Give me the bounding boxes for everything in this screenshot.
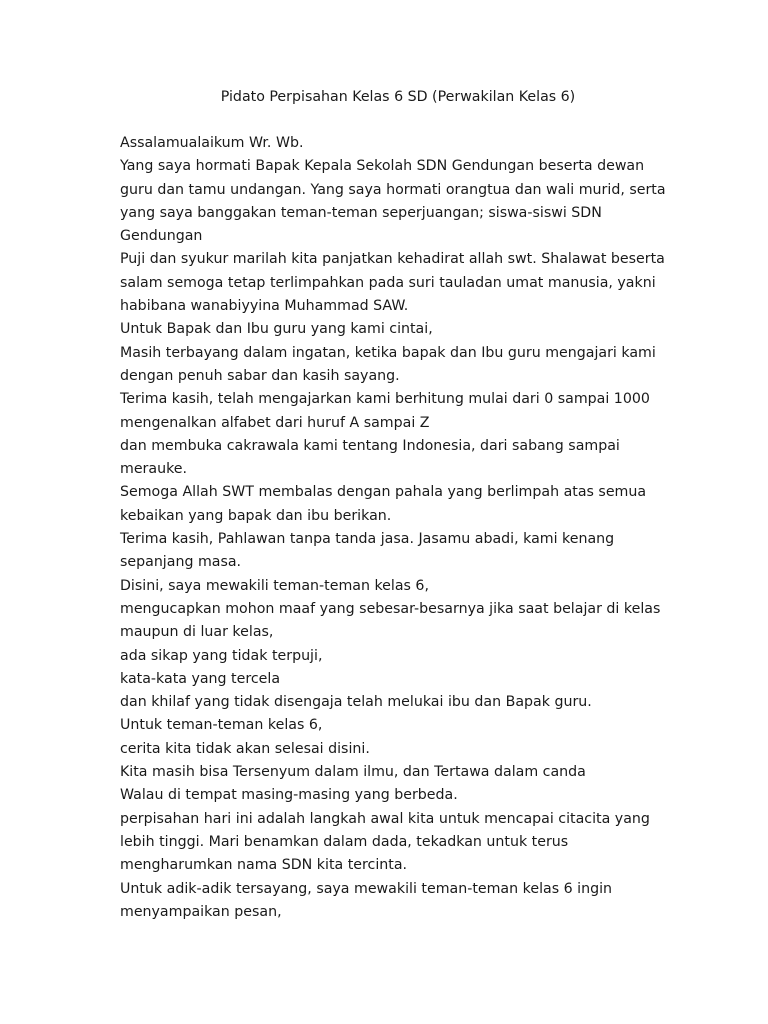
body-line: maupun di luar kelas, — [120, 624, 274, 641]
body-line: kebaikan yang bapak dan ibu berikan. — [120, 507, 392, 524]
document-title: Pidato Perpisahan Kelas 6 SD (Perwakilan Kelas 6) — [220, 89, 576, 105]
body-line: merauke. — [120, 461, 188, 478]
body-line: menyampaikan pesan, — [120, 903, 282, 920]
body-line: dengan penuh sabar dan kasih sayang. — [120, 367, 400, 384]
body-line: yang saya banggakan teman-teman seperjuangan; siswa-siswi SDN — [120, 204, 602, 221]
body-line: Walau di tempat masing-masing yang berbeda. — [120, 787, 458, 804]
body-line: dan membuka cakrawala kami tentang Indonesia, dari sabang sampai — [120, 437, 620, 454]
body-line: Untuk Bapak dan Ibu guru yang kami cintai, — [120, 321, 433, 338]
body-line: salam semoga tetap terlimpahkan pada suri tauladan umat manusia, yakni — [120, 274, 656, 291]
body-line: guru dan tamu undangan. Yang saya hormati orangtua dan wali murid, serta — [120, 181, 666, 198]
body-line: Untuk teman-teman kelas 6, — [120, 717, 323, 734]
body-line: Gendungan — [120, 228, 203, 245]
body-line: mengenalkan alfabet dari huruf A sampai Z — [120, 414, 430, 431]
body-line: perpisahan hari ini adalah langkah awal kita untuk mencapai citacita yang — [120, 810, 650, 827]
body-line: sepanjang masa. — [120, 554, 242, 571]
body-line: Puji dan syukur marilah kita panjatkan kehadirat allah swt. Shalawat beserta — [120, 251, 665, 268]
body-line: Terima kasih, telah mengajarkan kami berhitung mulai dari 0 sampai 1000 — [120, 391, 650, 408]
body-line: lebih tinggi. Mari benamkan dalam dada, tekadkan untuk terus — [120, 833, 569, 850]
body-line: Assalamualaikum Wr. Wb. — [120, 135, 304, 151]
body-line: ada sikap yang tidak terpuji, — [120, 647, 323, 664]
body-line: Untuk adik-adik tersayang, saya mewakili teman-teman kelas 6 ingin — [120, 880, 613, 897]
body-line: Semoga Allah SWT membalas dengan pahala yang berlimpah atas semua — [120, 484, 647, 501]
body-line: mengharumkan nama SDN kita tercinta. — [120, 857, 408, 874]
body-line: Yang saya hormati Bapak Kepala Sekolah SDN Gendungan beserta dewan — [120, 158, 645, 175]
body-line: mengucapkan mohon maaf yang sebesar-besarnya jika saat belajar di kelas — [120, 600, 661, 617]
body-line: Disini, saya mewakili teman-teman kelas 6, — [120, 577, 429, 594]
body-line: Masih terbayang dalam ingatan, ketika bapak dan Ibu guru mengajari kami — [120, 344, 656, 361]
document-body — [120, 132, 680, 924]
body-line: Kita masih bisa Tersenyum dalam ilmu, dan Tertawa dalam canda — [120, 764, 586, 781]
body-line: kata-kata yang tercela — [120, 670, 281, 687]
body-line: dan khilaf yang tidak disengaja telah melukai ibu dan Bapak guru. — [120, 694, 592, 711]
body-line: habibana wanabiyyina Muhammad SAW. — [120, 298, 409, 315]
body-line: cerita kita tidak akan selesai disini. — [120, 740, 370, 757]
body-line: Terima kasih, Pahlawan tanpa tanda jasa. Jasamu abadi, kami kenang — [120, 531, 615, 548]
